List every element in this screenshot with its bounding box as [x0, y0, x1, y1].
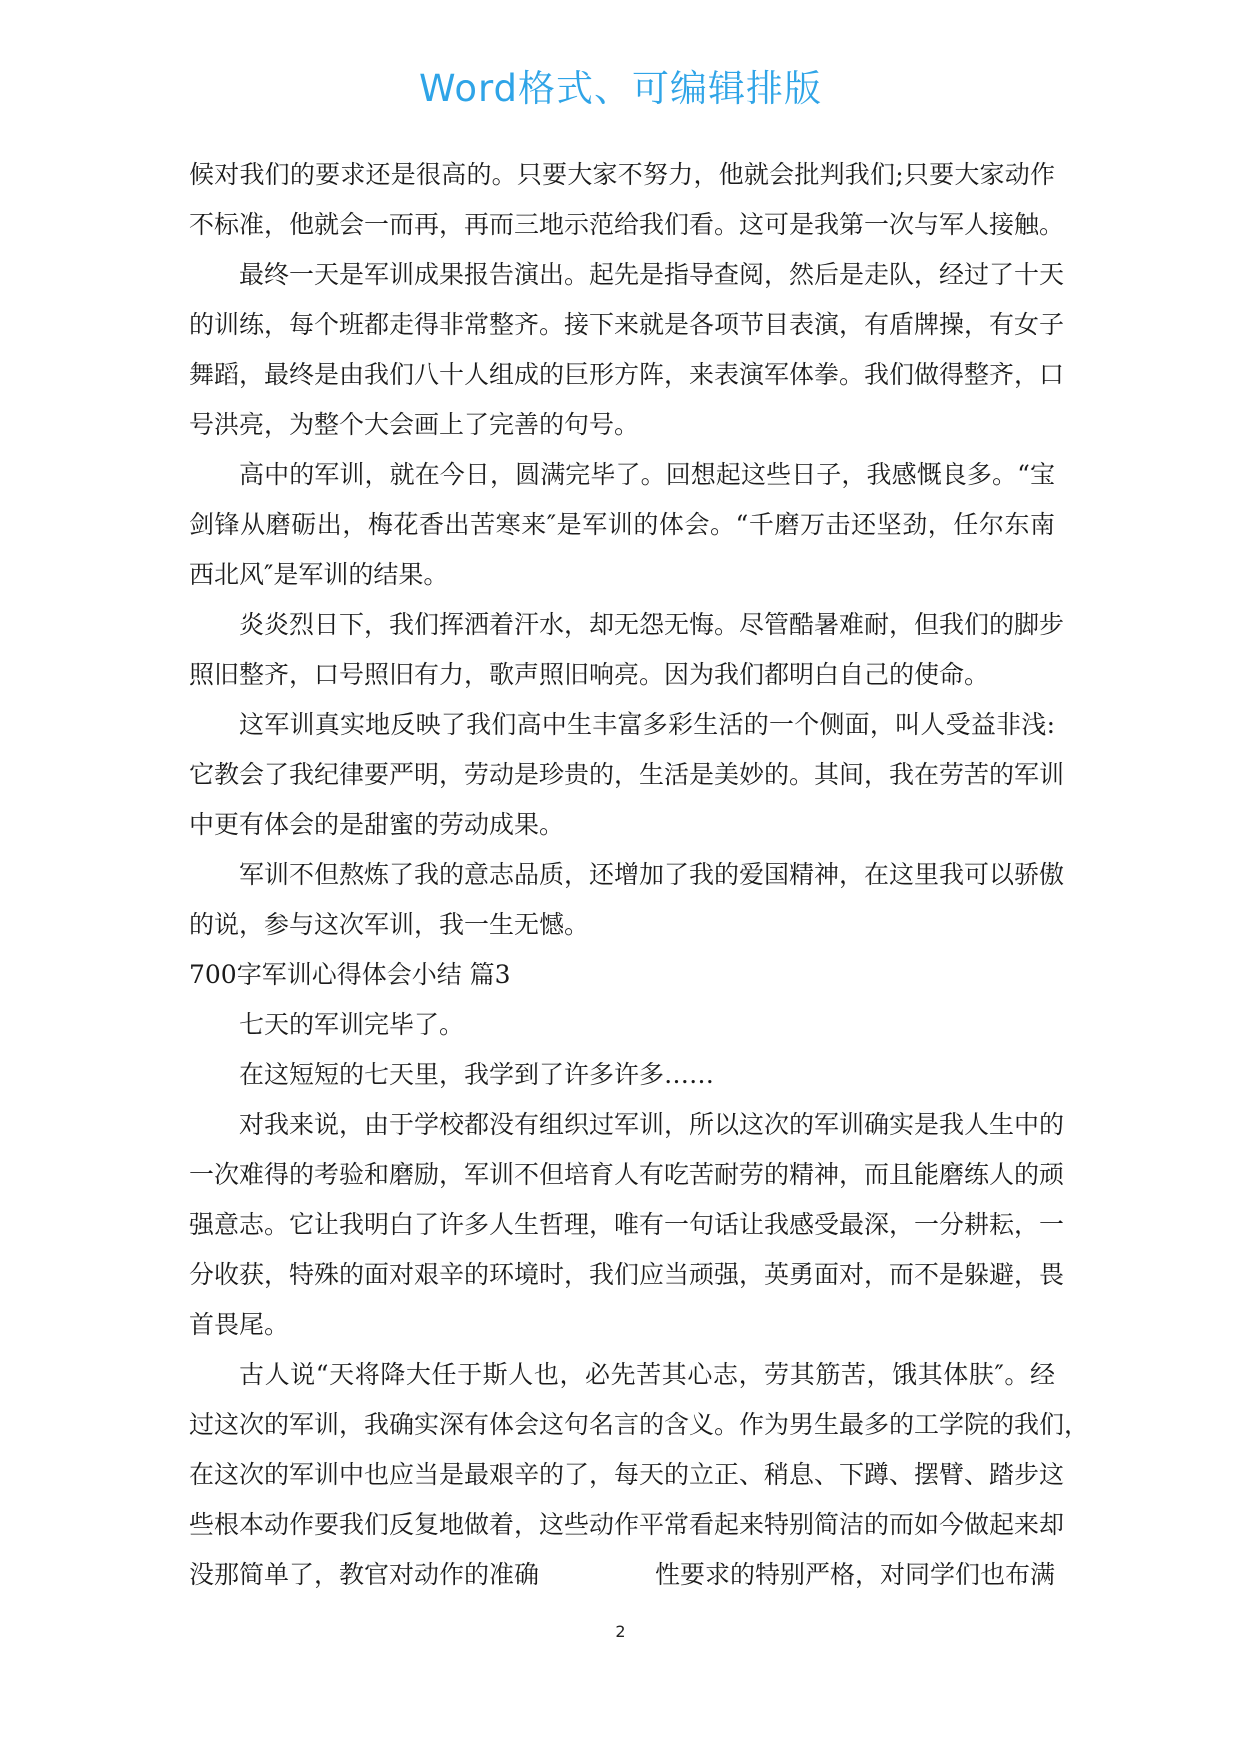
- text-line: 分收获，特殊的面对艰辛的环境时，我们应当顽强，英勇面对，而不是躲避，畏: [189, 1260, 1065, 1289]
- text-line: 在这次的军训中也应当是最艰辛的了，每天的立正、稍息、下蹲、摆臂、踏步这: [189, 1460, 1065, 1489]
- text-line-with-gap: [189, 1550, 1055, 1600]
- text-line: 最终一天是军训成果报告演出。起先是指导查阅，然后是走队，经过了十天: [239, 260, 1065, 289]
- text-line: 军训不但熬炼了我的意志品质，还增加了我的爱国精神，在这里我可以骄傲: [239, 860, 1065, 889]
- text-line: 些根本动作要我们反复地做着，这些动作平常看起来特别简洁的而如今做起来却: [189, 1510, 1065, 1539]
- text-line: 高中的军训，就在今日，圆满完毕了。回想起这些日子，我感慨良多。“宝: [239, 460, 1055, 489]
- text-line: 中更有体会的是甜蜜的劳动成果。: [189, 810, 565, 839]
- text-line-left-part: 没那简单了，教官对动作的准确: [189, 1560, 540, 1589]
- page-number: 2: [615, 1622, 626, 1641]
- text-line: 强意志。它让我明白了许多人生哲理，唯有一句话让我感受最深，一分耕耘，一: [189, 1210, 1065, 1239]
- text-line: 西北风″是军训的结果。: [189, 560, 449, 589]
- text-line: 七天的军训完毕了。: [239, 1010, 465, 1039]
- text-line: 在这短短的七天里，我学到了许多许多……: [239, 1060, 715, 1089]
- text-line: 对我来说，由于学校都没有组织过军训，所以这次的军训确实是我人生中的: [239, 1110, 1065, 1139]
- text-line: 舞蹈，最终是由我们八十人组成的巨形方阵，来表演军体拳。我们做得整齐，口: [189, 360, 1065, 389]
- text-line: 剑锋从磨砺出，梅花香出苦寒来″是军训的体会。“千磨万击还坚劲，任尔东南: [189, 510, 1055, 539]
- text-line: 不标准，他就会一而再，再而三地示范给我们看。这可是我第一次与军人接触。: [189, 210, 1065, 239]
- text-line: 照旧整齐，口号照旧有力，歌声照旧响亮。因为我们都明白自己的使命。: [189, 660, 990, 689]
- text-line: 候对我们的要求还是很高的。只要大家不努力，他就会批判我们;只要大家动作: [189, 160, 1055, 189]
- text-line: 过这次的军训，我确实深有体会这句名言的含义。作为男生最多的工学院的我们，: [189, 1410, 1090, 1439]
- text-line-right-part: 性要求的特别严格，对同学们也布满: [654, 1560, 1055, 1589]
- text-line: 这军训真实地反映了我们高中生丰富多彩生活的一个侧面，叫人受益非浅:: [239, 710, 1055, 739]
- document-body: [189, 150, 1090, 1600]
- text-line: 首畏尾。: [189, 1310, 290, 1339]
- text-line: 的说，参与这次军训，我一生无憾。: [189, 910, 590, 939]
- section-heading: 700字军训心得体会小结 篇3: [189, 960, 511, 989]
- text-line: 号洪亮，为整个大会画上了完善的句号。: [189, 410, 640, 439]
- text-line: 一次难得的考验和磨励，军训不但培育人有吃苦耐劳的精神，而且能磨练人的顽: [189, 1160, 1065, 1189]
- text-line: 炎炎烈日下，我们挥洒着汗水，却无怨无悔。尽管酷暑难耐，但我们的脚步: [239, 610, 1065, 639]
- text-line: 它教会了我纪律要严明，劳动是珍贵的，生活是美妙的。其间，我在劳苦的军训: [189, 760, 1065, 789]
- text-line: 古人说“天将降大任于斯人也，必先苦其心志，劳其筋苦，饿其体肤″。经: [239, 1360, 1055, 1389]
- text-line: 的训练，每个班都走得非常整齐。接下来就是各项节目表演，有盾牌操，有女子: [189, 310, 1065, 339]
- document-header-banner: Word格式、可编辑排版: [418, 67, 823, 110]
